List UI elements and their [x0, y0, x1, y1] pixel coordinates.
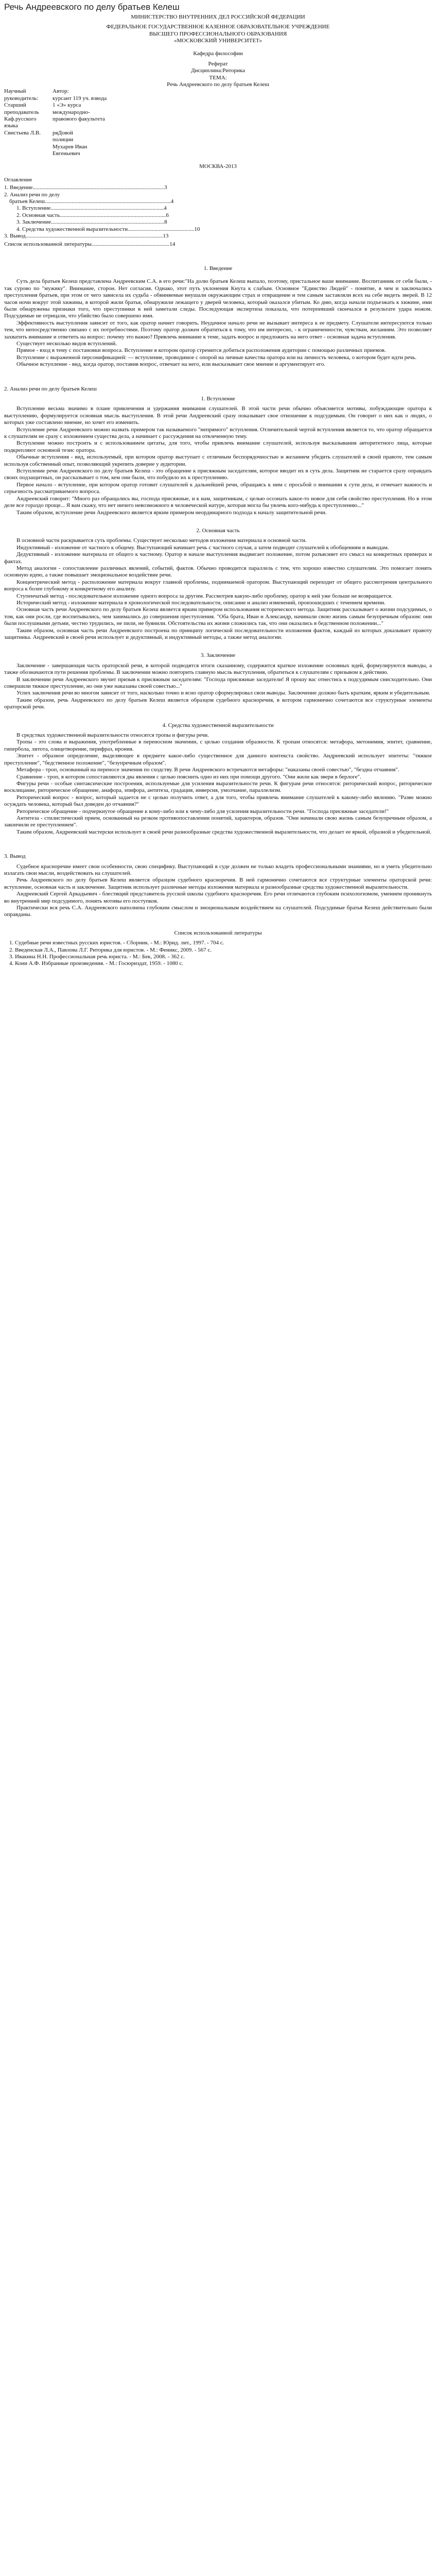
info-value: полиции [53, 137, 74, 143]
info-key: преподаватель [4, 109, 39, 115]
means-sub-heading: 4. Средства художественной выразительности [162, 722, 274, 728]
paragraph: Эпитет - образное определение, выделяющее в предмете какое-либо существенное для данного контекста свойство. Андреевский использует эпитеты: "тяжкое преступление", "бедственное положение", "безупречным образом". [4, 753, 432, 766]
paragraph: Исторический метод - изложение материала в хронологической последовательности, описание и анализ изменений, произошедших с течением времени. [16, 599, 386, 606]
toc-label: 2. Основная часть [16, 212, 60, 218]
info-key [4, 150, 53, 157]
toc-item[interactable] [4, 198, 432, 205]
analysis-heading: 2. Анализ речи по делу братьев Келеш [4, 385, 97, 392]
toc-label: Список использованной литературы [4, 241, 92, 247]
toc-item[interactable] [4, 226, 432, 233]
conclusion-section [4, 863, 432, 919]
paragraph: Вступление речи Андреевского по делу братьев Келеш - это обращение к присяжным заседателям, которое вводит их в суть дела. Защитник не старается сразу оправдать своих подзащитных, он рассказывает о том, кем они были, что побудило их к преступлению. [4, 468, 432, 481]
info-key: Свистьева Л.В. [4, 129, 41, 136]
paragraph: Эффективность выступления зависит от того, как оратор начнет говорить. Неудачное начало речи не вызывает интереса к ее предмету. Слушатели интересуются только тем, что непосредственно связано с их потребностями. Поэтому оратор должен обратиться к тому, что им интересно, - к ограниченности, чувствам, желаниям. Это позволяет захватить внимание и ответить на вопрос: почему это важно? Привлечь внимание к теме, задать вопрос и предложить на него ответ - основная задача вступления. [4, 319, 432, 340]
info-key [4, 144, 53, 150]
toc-item[interactable] [4, 192, 432, 198]
paragraph: Вступление можно построить и с использованием цитаты, для того, чтобы привлечь внимание слушателей, используя высказывания авторитетного лица, которые подкрепляют основной тезис оратора. [4, 440, 432, 453]
department: Кафедра философии [193, 50, 243, 57]
toc-label: 1. Вступление [16, 205, 51, 212]
conclusion-sub-heading: 3. Заключение [200, 652, 236, 659]
toc-label: братьев Келеш [9, 198, 45, 205]
paragraph: Риторическое обращение - подчеркнутое обращение к кому-либо или к чему-либо для усиления выразительности речи. "Господа присяжные заседатели!" [16, 808, 389, 815]
info-row [4, 95, 109, 102]
paragraph: Судебное красноречие имеет свои особенности, свою специфику. Выступающий в суде должен не только владеть профессиональными знаниями, но и уметь убедительно излагать свои мысли, воздействовать на слушателей. [4, 863, 432, 876]
paragraph: Суть дела братьев Келеш представлена Андреевским С.А. в его речи:"На долю братьев Келеш выпало, поэтому, пристальное ваше внимание. Воспитанник от себя были, - так сурово по "мужику". Внимание, сторон. Нет согласия. Однако, этот путь уклонения Кнута к слабым. Основное "Единство Людей" - понятие, в чем и заключались преступления братьев, при этом от чего зависела их судьба - обвиняемые внушали окружающим страх и отвращение и тем самым заставляли всех на себе видеть зверей. В 12 часов ночи вокруг этой хижины, в которой жили братья, обнаружили лежащего у дверей человека, который оказался убитым. Ко дню, когда начали подъезжать к хижине, ими были обнаружены признаки того, что преступники в ней заметали следы. Последующая экспертиза показала, что потерпевший скончался в результате удара ножом. Подсудимые не отрицали, что убийство было совершено ими. [4, 278, 432, 319]
paragraph: Таким образом, речь Андреевского по делу братьев Келеш является образцом судебного красноречия, в котором гармонично сочетаются все структурные элементы ораторской речи. [4, 697, 432, 710]
toc-dots: ............................................................................................. [32, 184, 165, 191]
paragraph: Таким образом, основная часть речи Андреевского построена по принципу логической последовательности изложения фактов, каждый из которых доказывает правоту защитника. Андреевский в своей речи использует и дедуктивный, и индуктивный методы, а также метод аналогии. [4, 627, 432, 641]
paragraph: Ступенчатый метод - последовательное изложение одного вопроса за другим. Рассмотрев какую-либо проблему, оратор к ней уже больше не возвращается. [16, 592, 393, 599]
info-value: 1 «Э» курса [53, 102, 81, 109]
toc-heading: Оглавление [4, 176, 32, 183]
toc-dots: ......................................................................................... [45, 198, 171, 205]
main-sub-section [4, 537, 432, 641]
paragraph: Существует несколько видов вступлений. [16, 340, 117, 347]
paragraph: Дедуктивный - изложение материала от общего к частному. Оратор в начале выступления выдвигает положение, потом разъясняет его смысл на конкретных примерах и фактах. [4, 551, 432, 565]
author-info-table [4, 88, 109, 157]
toc-dots: ................................................................................................. [25, 233, 163, 240]
toc-dots: ........................................................................... [60, 212, 166, 218]
toc-page: 10 [194, 226, 200, 232]
paragraph: Заключение - завершающая часть ораторской речи, в которой подводятся итоги сказанному, содержится краткое изложение основных идей, формулируются выводы, а также обозначаются пути решения проблемы. В заключении можно повторить главную мысль выступления, обратиться к слушателям с призывом к действию. [4, 662, 432, 676]
toc-dots: ................................................................................ [50, 205, 164, 212]
intro-heading: 1. Введение [203, 265, 233, 272]
info-key: Старший [4, 102, 26, 109]
paragraph: Риторический вопрос - вопрос, который задается не с целью получить ответ, а для того, чтобы привлечь внимание слушателей к какому-либо явлению. "Разве можно осуждать человека, который был доведен до отчаяния?" [4, 794, 432, 808]
info-row [4, 116, 109, 130]
paragraph: Андреевский говорит: "Много раз обращались вы, господа присяжные, и к нам, защитникам, с целью осознать какое-то новое для себя свойство преступления. Но в этом деле все гораздо проще... Я вам скажу, что нет ничего невозможного в человеческой натуре, которая могла бы увлечь кого-нибудь к преступлению..." [4, 495, 432, 509]
bibliography-list [4, 940, 432, 968]
toc-item[interactable] [4, 205, 432, 212]
toc-item[interactable] [4, 233, 432, 240]
info-row [4, 144, 109, 150]
toc-item[interactable] [4, 212, 432, 219]
intro-sub-section [4, 405, 432, 516]
institution-line-3: «МОСКОВСКИЙ УНИВЕРСИТЕТ» [174, 37, 262, 44]
conclusion-heading: 3. Вывод [4, 853, 26, 860]
bibliography-item: 4. Кони А.Ф. Избранные произведения. - М.: Госюриздат, 1959. - 1080 с. [9, 960, 184, 967]
toc-label: 3. Вывод [4, 233, 26, 240]
paragraph: Сравнение - троп, в котором сопоставляются два явления с целью пояснить одно из них при помощи другого. "Они жили как звери в берлоге". [16, 773, 361, 780]
toc-item[interactable] [4, 219, 432, 226]
paragraph: Андреевский Сергей Аркадьевич - блестящий представитель русской школы судебного красноречия. Его речи отличаются глубоким психологизмом, умением проникнуть во внутренний мир подсудимого, понять мотивы его поступков. [4, 891, 432, 904]
paragraph: Вступление с выраженной персонификацией: — вступление, проводимое с опорой на личные качества оратора или на личность человека, о котором будет идти речь. [16, 354, 416, 361]
toc-label: 3. Заключение [16, 219, 51, 226]
paragraph: Обычные вступления - вид, используемый, при котором оратор выступает с отличным беспорядочностью и желанием убедить слушателей в своей правоте, тем самым используя собственный опыт, позволяющий укрепить доверие у аудитории. [4, 454, 432, 467]
work-type: Реферат [208, 60, 228, 67]
toc-label: 4. Средства художественной выразительности [16, 226, 128, 232]
conclusion-sub-section [4, 663, 432, 711]
paragraph: Тропы - это слова и выражения, употребленные в переносном значении, с целью создания образности. К тропам относятся: метафора, метонимия, эпитет, сравнение, гипербола, литота, олицетворение, перифраз, ирония. [4, 739, 432, 752]
page-title: Речь Андреевского по делу братьев Келеш [4, 2, 180, 12]
info-value: ряДовой [53, 129, 74, 136]
info-row [4, 109, 109, 116]
paragraph: Фигуры речи - особые синтаксические построения, используемые для усиления выразительности речи. К фигурам речи относятся: риторический вопрос, риторическое восклицание, риторическое обращение, анафора, эпифора, антитеза, градация, инверсия, умолчание, параллелизм. [4, 780, 432, 794]
toc-page: 4 [164, 205, 167, 212]
toc-page: 13 [163, 233, 169, 240]
paragraph: В заключении речи Андреевского звучит призыв к присяжным заседателям: "Господа присяжные заседатели! Я прошу вас отнестись к подсудимым снисходительно. Они совершили тяжкое преступление, но они уже наказаны своей совестью..." [4, 676, 432, 690]
institution-line-2: ВЫСШЕГО ПРОФЕССИОНАЛЬНОГО ОБРАЗОВАНИЯ [149, 30, 287, 37]
toc-page: 4 [170, 198, 174, 205]
paragraph: Основная часть речи Андреевского по делу братьев Келеш является ярким примером использования исторического метода. Защитник рассказывает о жизни подсудимых, о том, как они росли, где воспитывались, чем занимались до совершения преступления. "Оба брата, Иван и Александр, начинали свою жизнь самым безупречным образом: они были послушными детьми, честно трудились, не пили, не буянили. Обстоятельства их жизни сложились так, что они оказались в бедственном положении..." [4, 606, 432, 627]
paragraph: Практически вся речь С.А. Андреевского наполнена глубоким смыслом и эмоциональным воздействием на слушателей. Подсудимые братья Келеш действительно были оправданы. [4, 905, 432, 918]
info-value: курсант 119 уч. взвода [53, 95, 107, 101]
info-key: Каф.русского языка [4, 116, 37, 129]
paragraph: Индуктивный - изложение от частного к общему. Выступающий начинает речь с частного случая, а затем подводит слушателей к обобщениям и выводам. [16, 544, 389, 551]
toc-dots: ................................................................................ [51, 219, 165, 226]
paragraph: Речь Андреевского по делу братьев Келеш является образцом судебного красноречия. В ней гармонично сочетаются все структурные элементы ораторской речи: вступление, основная часть и заключение. Защитник использует различные методы изложения материала и разнообразные средства художественной выразительности. [4, 877, 432, 890]
paragraph: Успех заключения речи во многом зависит от того, насколько точно и ясно оратор сформулировал свои выводы. Заключение должно быть кратким, ярким и убедительным. [16, 690, 430, 697]
info-row [4, 102, 109, 109]
ministry-line: МИНИСТЕРСТВО ВНУТРЕННИХ ДЕЛ РОССИЙСКОЙ ФЕДЕРАЦИИ [131, 13, 305, 20]
info-row [4, 88, 109, 95]
paragraph: В основной части раскрывается суть проблемы. Существует несколько методов изложения материала в основной части. [16, 537, 307, 544]
paragraph: Метод аналогии - сопоставление различных явлений, событий, фактов. Обычно проводится параллель с тем, что хорошо известно слушателям. Это помогает понять основную идею, а также повышает эмоциональное воздействие речи. [4, 565, 432, 579]
discipline: Дисциплина:Риторика [191, 67, 245, 74]
toc-bibliography[interactable] [4, 241, 432, 248]
info-value: Автор: [53, 88, 69, 95]
info-row [4, 130, 109, 137]
info-row [4, 150, 109, 157]
toc-label: 1. Введение [4, 184, 33, 191]
toc-page: 6 [166, 212, 169, 218]
toc-page: 3 [164, 184, 167, 191]
paragraph: Обычное вступление - вид, когда оратор, поставив вопрос, отвечает на него, или высказывает свое мнение и аргументирует его. [16, 361, 325, 368]
bibliography-item: 2. Введенская Л.А., Павлова Л.Г. Риторика для юристов. - М.: Феникс, 2009. - 567 с. [9, 946, 212, 953]
intro-section [4, 278, 432, 368]
toc-dots: ............................................... [128, 226, 195, 232]
info-key [4, 137, 53, 143]
toc-label: 2. Анализ речи по делу [4, 191, 60, 198]
paragraph: Таким образом, вступление речи Андреевского является ярким примером неординарного подхода к началу защитительной речи. [16, 509, 327, 516]
bibliography-heading: Список использованной литературы [174, 929, 262, 936]
info-row [4, 137, 109, 143]
intro-sub-heading: 1. Вступление [201, 396, 235, 402]
toc-item[interactable] [4, 184, 432, 191]
paragraph: Прямое - вход в тему с постановки вопроса. Вступление в котором оратор стремится добиться расположения аудитории с помощью различных приемов. [16, 347, 386, 354]
info-key: Научный [4, 88, 26, 95]
paragraph: В средствах художественной выразительности относятся тропы и фигуры речи. [16, 732, 209, 739]
paragraph: Таким образом, Андреевский мастерски использует в своей речи разнообразные средства художественной выразительности, что делает ее яркой, образной и убедительной. [16, 828, 432, 835]
info-value: Мухарев Иван [53, 143, 88, 150]
toc-page: 14 [169, 241, 176, 247]
paragraph: Метафора - троп, основанный на переносе значения по сходству. В речи Андреевского встречаются метафоры: "наказаны своей совестью", "бездна отчаяния". [16, 767, 399, 773]
info-value: международно- [53, 109, 90, 115]
topic: Речь Андреевского по делу братьев Келеш [167, 81, 269, 88]
city-year: МОСКВА-2013 [199, 163, 237, 170]
toc-dots: ....................................................... [91, 241, 170, 247]
toc-page: 8 [164, 219, 167, 226]
topic-label: ТЕМА: [209, 74, 227, 81]
institution-line-1: ФЕДЕРАЛЬНОЕ ГОСУДАРСТВЕННОЕ КАЗЕННОЕ ОБРАЗОВАТЕЛЬНОЕ УЧРЕЖДЕНИЕ [106, 24, 330, 30]
paragraph: Вступление весьма значимо в плане привлечения и удержания внимания слушателей. В этой части речи обычно объясняется мотивы, побуждающие оратора к выступлению, формулируется основная мысль выступления. В этой речи Андреевский сразу показывает свое отношение к подсудимым. Он говорит о них как о людях, о которых уже составлено мнение, но хочет его изменить. [4, 405, 432, 426]
paragraph: Концентрический метод - расположение материала вокруг главной проблемы, поднимаемой оратором. Выступающий переходит от общего рассмотрения центрального вопроса к более глубокому и конкретному его анализу. [4, 579, 432, 592]
info-value: правового факультета [53, 116, 105, 123]
paragraph: Антитеза - стилистический прием, основанный на резком противопоставлении понятий, характеров, образов. "Они начинали свою жизнь самым безупречным образом, а закончили ее преступлением". [4, 815, 432, 828]
document-page [0, 0, 436, 978]
info-value: Евгеньевич [53, 150, 80, 157]
paragraph: Вступление речи Андреевского можно назвать примером так называемого "непрямого" вступления. Отличительной чертой вступления является то, что оратор обращается к слушателям не сразу с изложением существа дела, а начинает с рассуждения на отвлеченную тему. [4, 426, 432, 440]
bibliography-item: 1. Судебные речи известных русских юристов. - Сборник. - М.: Юрид. лит., 1997. - 704 с. [9, 940, 224, 946]
info-key: руководитель: [4, 95, 39, 101]
means-sub-section [4, 732, 432, 836]
table-of-contents [4, 184, 432, 240]
main-sub-heading: 2. Основная часть [196, 527, 240, 534]
paragraph: Первое начало - вступление, при котором оратор готовит слушателей к дальнейшей речи, обращаясь к ним с просьбой о внимании к сути дела, и отмечает важность и серьезность рассматриваемого вопроса. [4, 481, 432, 495]
bibliography-item: 3. Ивакина Н.Н. Профессиональная речь юриста. - М.: Бек, 2008. - 362 с. [9, 954, 185, 960]
